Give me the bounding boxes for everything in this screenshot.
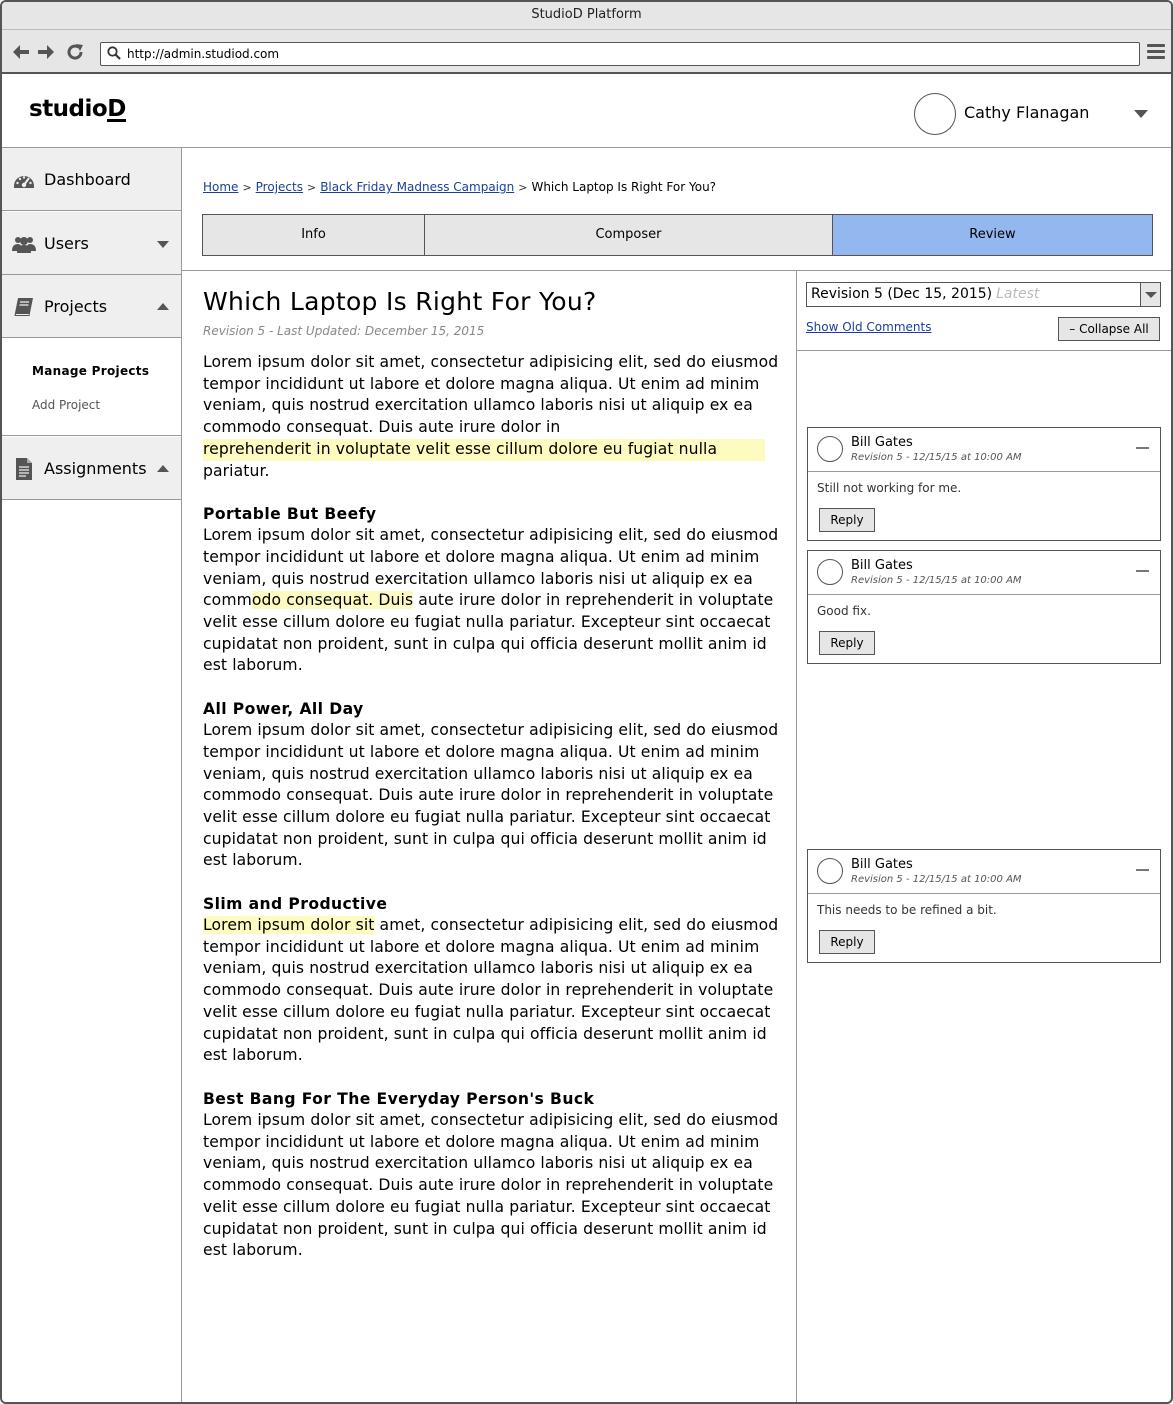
article [203,284,788,1262]
show-old-comments-link[interactable]: Show Old Comments [806,320,932,334]
browser-toolbar [2,30,1171,74]
article-section: Slim and Productive Lorem ipsum dolor sit amet, consectetur adipisicing elit, sed do eiusmod tempor incididunt ut labore et dolore magna aliqua. Ut enim ad minim veniam, quis nostrud exercitation ullamco laboris nisi ut aliquip ex ea commodo consequat. Duis aute irure dolor in reprehenderit in voluptate velit esse cillum dolore eu fugiat nulla pariatur. Excepteur sint occaecat cupidatat non proident, sunt in culpa qui officia deserunt mollit anim id est laborum. [203,893,788,1067]
dashboard-gauge-icon [12,169,36,191]
article-title: Which Laptop Is Right For You? [203,287,597,316]
latest-badge: Latest [996,286,1040,302]
breadcrumb: Home > Projects > Black Friday Madness Campaign > Which Laptop Is Right For You? [203,180,717,194]
comment-card [807,427,1161,541]
tab-info[interactable]: Info [203,215,425,255]
user-menu-chevron-down-icon[interactable] [1134,110,1148,118]
comment-body: This needs to be refined a bit. [817,903,997,917]
reply-button[interactable]: Reply [819,631,875,655]
chevron-down-icon[interactable] [157,241,169,248]
url-text[interactable]: http://admin.studiod.com [127,47,280,61]
comment-meta: Revision 5 - 12/15/15 at 10:00 AM [851,874,1022,885]
chevron-down-icon[interactable] [1140,283,1160,306]
tab-bar [202,214,1153,256]
projects-submenu [2,338,181,436]
comment-card [807,849,1161,963]
search-icon [107,46,121,60]
minimize-icon[interactable] [1136,570,1149,572]
forward-arrow-icon[interactable] [36,42,56,62]
book-icon [12,296,36,318]
comment-meta: Revision 5 - 12/15/15 at 10:00 AM [851,575,1022,586]
comment-body: Good fix. [817,604,871,618]
reload-icon[interactable] [65,42,85,62]
window-title: StudioD Platform [2,2,1171,30]
article-section: Best Bang For The Everyday Person's Buck Lorem ipsum dolor sit amet, consectetur adipisicing elit, sed do eiusmod tempor incididunt ut labore et dolore magna aliqua. Ut enim ad minim veniam, quis nostrud exercitation ullamco laboris nisi ut aliquip ex ea commodo consequat. Duis aute irure dolor in reprehenderit in voluptate velit esse cillum dolore eu fugiat nulla pariatur. Excepteur sint occaecat cupidatat non proident, sunt in culpa qui officia deserunt mollit anim id est laborum. [203,1088,788,1262]
breadcrumb-home[interactable]: Home [203,180,239,194]
revision-value: Revision 5 (Dec 15, 2015) [811,286,993,302]
comment-card [807,550,1161,664]
hamburger-menu-icon[interactable] [1147,44,1165,62]
sidebar-item-dashboard[interactable] [2,148,181,211]
app-header [2,74,1171,148]
user-avatar[interactable] [914,93,956,135]
avatar [817,559,843,585]
highlighted-text[interactable]: odo consequat. Duis [251,591,414,610]
sidebar [2,148,182,1404]
article-meta: Revision 5 - Last Updated: December 15, 2015 [203,324,485,338]
panel-divider [796,270,797,1404]
users-icon [12,233,36,255]
minimize-icon[interactable] [1136,869,1149,871]
panel-divider [797,350,1173,351]
avatar [817,436,843,462]
comment-meta: Revision 5 - 12/15/15 at 10:00 AM [851,452,1022,463]
highlighted-text[interactable]: reprehenderit in voluptate velit esse cillum dolore eu fugiat nulla [203,439,765,461]
section-heading: All Power, All Day [203,700,364,719]
content-divider [182,270,1173,271]
reply-button[interactable]: Reply [819,508,875,532]
section-heading: Slim and Productive [203,895,388,914]
article-section: Portable But Beefy Lorem ipsum dolor sit amet, consectetur adipisicing elit, sed do eiusmod tempor incididunt ut labore et dolore magna aliqua. Ut enim ad minim veniam, quis nostrud exercitation ullamco laboris nisi ut aliquip ex ea commodo consequat. Duis aute irure dolor in reprehenderit in voluptate velit esse cillum dolore eu fugiat nulla pariatur. Excepteur sint occaecat cupidatat non proident, sunt in culpa qui officia deserunt mollit anim id est laborum. [203,503,788,677]
sidebar-item-users[interactable] [2,212,181,275]
submenu-manage-projects[interactable]: Manage Projects [32,364,150,378]
tab-composer[interactable]: Composer [425,215,833,255]
sidebar-item-label: Projects [44,297,108,316]
highlighted-text[interactable]: Lorem ipsum dolor sit [203,916,375,935]
sidebar-item-label: Assignments [44,459,147,478]
chevron-up-icon[interactable] [157,303,169,310]
comment-author: Bill Gates [851,435,913,450]
article-intro: Lorem ipsum dolor sit amet, consectetur adipisicing elit, sed do eiusmod tempor incididunt ut labore et dolore magna aliqua. Ut enim ad minim veniam, quis nostrud exercitation ullamco laboris nisi ut aliquip ex ea commodo consequat. Duis aute irure dolor in reprehenderit in voluptate velit esse cillum dolore eu fugiat nulla pariatur. [203,353,779,480]
comment-body: Still not working for me. [817,481,962,495]
sidebar-item-assignments[interactable] [2,437,181,500]
section-heading: Portable But Beefy [203,505,377,524]
studiod-logo[interactable]: studioD [29,96,126,122]
sidebar-item-label: Dashboard [44,170,131,189]
back-arrow-icon[interactable] [11,42,31,62]
user-name[interactable]: Cathy Flanagan [964,103,1090,122]
comment-author: Bill Gates [851,558,913,573]
document-icon [12,458,36,480]
article-section: All Power, All Day Lorem ipsum dolor sit amet, consectetur adipisicing elit, sed do eiusmod tempor incididunt ut labore et dolore magna aliqua. Ut enim ad minim veniam, quis nostrud exercitation ullamco laboris nisi ut aliquip ex ea commodo consequat. Duis aute irure dolor in reprehenderit in voluptate velit esse cillum dolore eu fugiat nulla pariatur. Excepteur sint occaecat cupidatat non proident, sunt in culpa qui officia deserunt mollit anim id est laborum. [203,698,788,872]
comment-author: Bill Gates [851,857,913,872]
reply-button[interactable]: Reply [819,930,875,954]
breadcrumb-current: Which Laptop Is Right For You? [531,180,717,194]
tab-review[interactable]: Review [833,215,1152,255]
collapse-all-button[interactable]: – Collapse All [1058,317,1160,341]
breadcrumb-campaign[interactable]: Black Friday Madness Campaign [320,180,515,194]
submenu-add-project[interactable]: Add Project [32,398,101,412]
breadcrumb-projects[interactable]: Projects [255,180,303,194]
section-heading: Best Bang For The Everyday Person's Buck [203,1089,595,1108]
url-bar[interactable] [100,42,1140,66]
chevron-up-icon[interactable] [157,465,169,472]
minimize-icon[interactable] [1136,447,1149,449]
revision-select[interactable] [806,282,1161,307]
sidebar-item-label: Users [44,234,89,253]
avatar [817,858,843,884]
sidebar-item-projects[interactable] [2,275,181,338]
